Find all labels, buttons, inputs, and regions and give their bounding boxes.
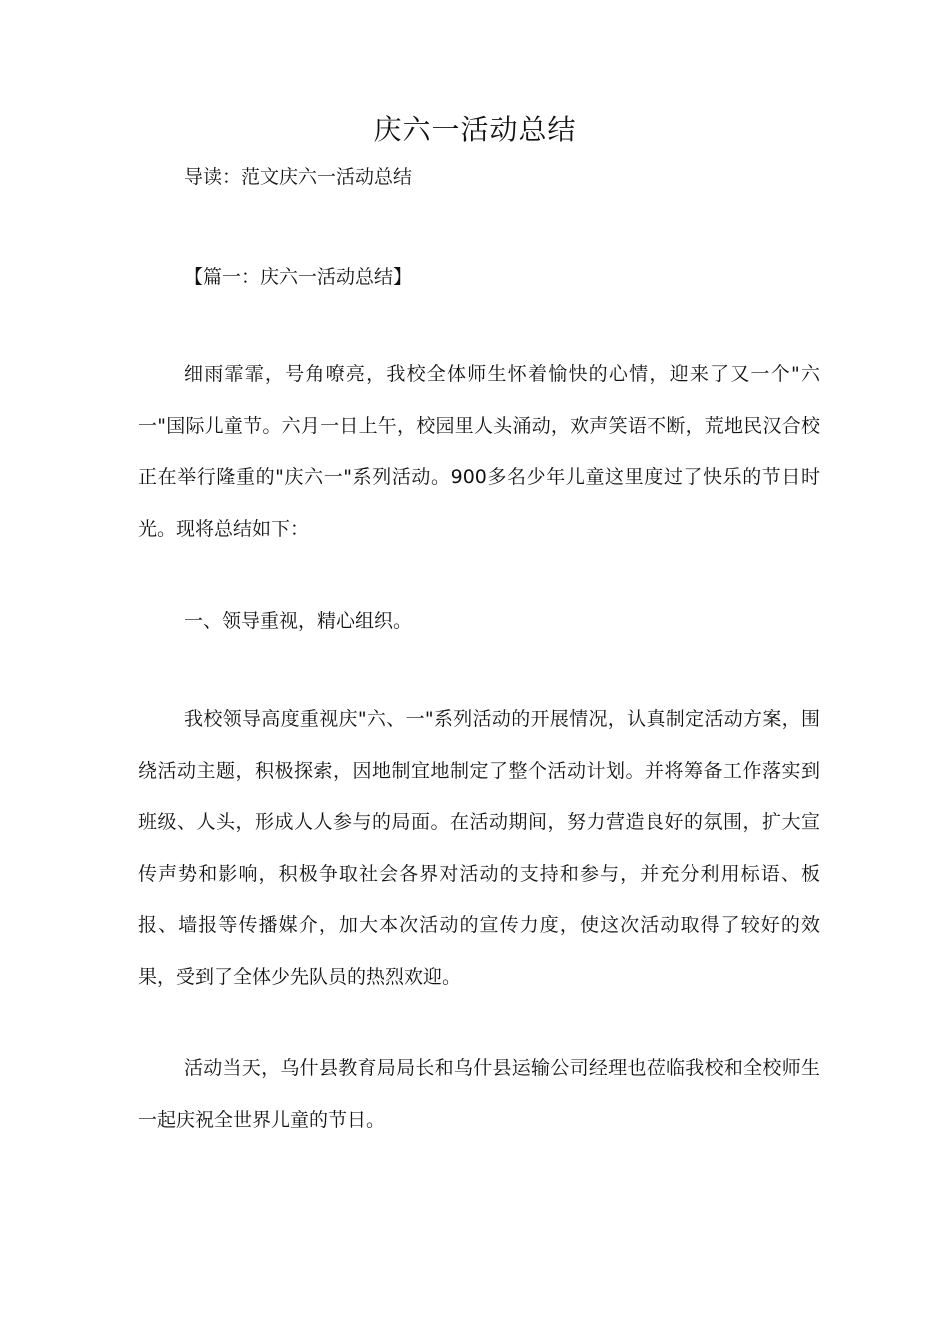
paragraph-event-day: 活动当天，乌什县教育局局长和乌什县运输公司经理也莅临我校和全校师生一起庆祝全世界儿童的节日。 [138,1057,820,1131]
document-title: 庆六一活动总结 [373,113,577,146]
paragraph-organization: 我校领导高度重视庆"六、一"系列活动的开展情况，认真制定活动方案，围绕活动主题，积极探索，因地制宜地制定了整个活动计划。并将筹备工作落实到班级、人头，形成人人参与的局面。在活动期间，努力营造良好的氛围，扩大宣传声势和影响，积极争取社会各界对活动的支持和参与，并充分利用标语、板报、墙报等传播媒介，加大本次活动的宣传力度，使这次活动取得了较好的效果，受到了全体少先队员的热烈欢迎。 [138,708,820,988]
paragraph-intro: 细雨霏霏，号角嘹亮，我校全体师生怀着愉快的心情，迎来了又一个"六一"国际儿童节。六月一日上午，校园里人头涌动，欢声笑语不断，荒地民汉合校正在举行隆重的"庆六一"系列活动。900多名少年儿童这里度过了快乐的节日时光。现将总结如下： [138,363,820,540]
section-heading: 【篇一：庆六一活动总结】 [184,266,413,288]
subheading-leadership: 一、领导重视，精心组织。 [184,610,413,632]
guide-line: 导读：范文庆六一活动总结 [184,166,413,188]
